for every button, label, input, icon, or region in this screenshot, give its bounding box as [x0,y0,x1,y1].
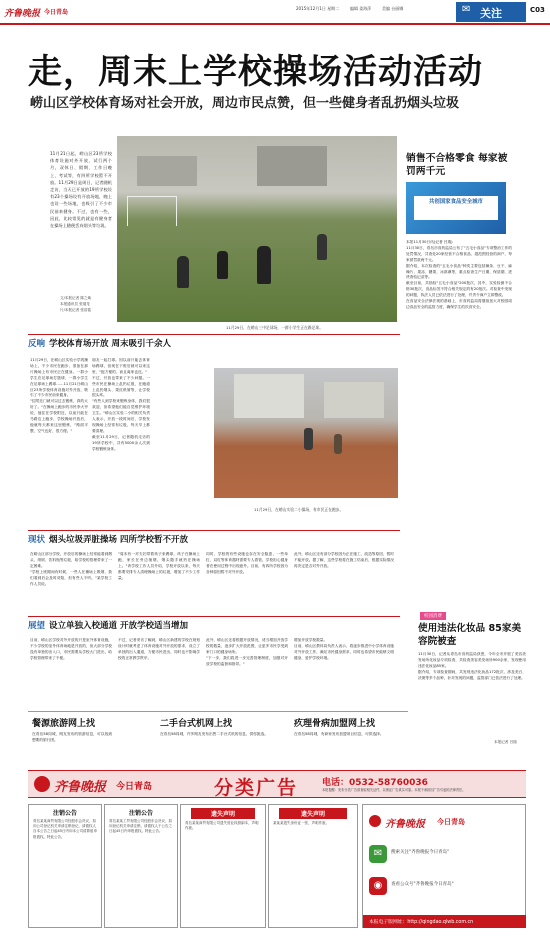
section-label: 关注 [480,7,502,20]
photo-building [324,382,384,418]
section-3-heading [28,619,188,631]
section-1-tag: 反响 [28,339,46,349]
ad-notice-body: 青岛某某商贸有限公司遗失营业执照副本，声明作废。 [185,821,259,831]
photo-running-track [214,368,398,498]
photo-goal [127,196,177,226]
section-2-heading [28,533,188,545]
promo-row [367,873,521,905]
promo-line-1: 搜索关注"齐鲁晚报今日青岛" [391,850,450,855]
ad-row-1-title: 餐源旅游网上找 [32,719,96,729]
section-2-rule [28,530,400,531]
section-2-col-2: "周末有一对夫妇带着孩子来踢球，孩子在操场上跑，家长在旁边抽烟，烟头随手就扔在操场上。"该学校工作人员介绍，学校开放以来，每天都要安排专人清理操场上的垃圾，增加了不少工作量。 [118,552,200,580]
editor-line: 编辑 姜海萍 [350,6,372,11]
wechat-icon: ✉ [369,845,387,863]
section-3-col-2: 不过，记者采访了解到，崂山区新建的学校在规划设计时就考虑了体育设施对外开放的需求，设立了单独的出入通道，方便市民进出，同时也不影响学校的正常教学秩序。 [118,638,200,660]
photo-runner [304,428,313,450]
promo-site-bar [363,915,526,928]
ad-row-1-item [160,716,280,758]
main-headline: 走，周末上学校操场活动活动 [28,52,483,92]
ad-notice [28,804,102,928]
ad-notice-title: 注销公告 [52,810,77,817]
promo-row [367,841,521,873]
sidebar2-credit: 本报记者 吕瑞 [494,740,517,744]
section-2-col-3: 同时，学校的有些设施也存在安全隐患，一些单杠、双杠等体育器材需要专人看管，学校担心健身者在使用过程中出现意外。目前，有四所学校因为各种原因暂不对外开放。 [206,552,288,574]
photo-building [234,374,304,418]
section-2-col-4: 此外，崂山区还有部分学校因为正在施工、改造等原因，暂时不能开放。据了解，这些学校将在施工结束后，根据实际情况再决定是否对外开放。 [294,552,394,568]
designer-line: 美编 台丽娜 [382,6,404,11]
date-line: 2015年12月1日 星期二 [296,6,340,11]
ad-notice-body: 青岛某某商贸有限公司经股东会决议，拟向公司登记机关申请注销登记，请债权人自本公告之日起45日内向本公司清算组申报债权。特此公告。 [33,819,97,839]
banner-phone: 电话：0532-58760036 [322,778,428,788]
sidebar2-body: 11月30日，记者从青岛市食药监局获悉，今年全市开展了美容美发场所化妆品专项检查，共检查美容美发场所900余家，发现使用违法化妆品85家。 据介绍，专项检查期间，共发现违法化妆品172批次，涉及美白、祛斑等多个品种，针对发现的问题，监管部门已依法进行了处理。 [418,652,526,680]
banner-edition: 今日青岛 [116,782,153,792]
ad-row-1-title: 二手台式机网上找 [160,719,233,729]
edition-name: 今日青岛 [44,9,69,16]
section-2-title: 烟头垃圾弄脏操场 四所学校暂不开放 [49,535,188,545]
ad-row-1-item [32,716,152,758]
banner-note: 本报提醒：发布分类广告请查验相关证件，以保证广告真实可靠。本报不承担因广告引起的法律责任。 [322,788,466,792]
section-icon: ✉ [462,4,471,15]
promo-paper-name: 齐鲁晚报 [385,819,425,830]
ad-row-1-body: 在青岛58同城，有商家发布加盟项目信息，可供选择。 [294,732,384,736]
promo-site: 本报电子版网址：http://qingdao.qlwb.com.cn [369,920,474,925]
ad-row-1-item [294,716,414,758]
ad-notice [268,804,358,928]
photo-player [317,234,327,260]
lead-credit-1: 文/本报记者 陈之焕 [60,296,92,300]
section-3-title: 设立单独入校通道 开放学校适当增加 [49,621,188,631]
sidebar2-headline: 使用违法化妆品 85家美容院被查 [418,623,522,647]
section-1-rule [28,334,400,335]
ad-row-1-body: 在青岛58同城，网友发布的旅游信息，可以找到想要的旅行团。 [32,732,112,742]
classified-banner [28,770,526,798]
promo-line-2: 查看公众号"齐鲁晚报今日青岛" [391,882,454,887]
section-1-col-2: 朋友一起打球。因以前只能去体育场踢球，但现在下班后就可以来这里，"挺方便的，而且离家也近。" 不过，开放也带来了不少问题。一些市民在操场上乱扔垃圾，在跑道上乱扔烟头、果皮纸屑等，让学校很头疼。 "有些人到学校来锻炼身体，我们很欢迎，但希望他们能自觉维护环境卫生。"崂山区实验二小的相关负责人表示，开放一段时间后，学校发现操场上经常有垃圾，每天早上都要清理。 截至11月29日，记者随机走访的19所学校中，共有5000余人次到学校锻炼身体。 [92,358,150,451]
page-number: C03 [530,6,545,14]
section-tab [456,2,526,22]
banner-paper-name: 齐鲁晚报 [54,780,107,795]
ad-notice-title: 注销公告 [128,810,153,817]
ad-notice-body: 某某某遗失身份证一张，声明作废。 [273,821,329,825]
ad-row-1-title: 疚理骨病加盟网上找 [294,719,376,729]
paper-logo: 齐鲁晚报 [4,9,41,19]
ad-notice-body: 青岛某某工贸有限公司经股东会决议，拟向登记机关申请注销，请债权人于公告之日起45日内申报债权。特此公告。 [109,819,172,834]
sidebar-image-text: 共创国家食品安全城市 [414,196,498,220]
weibo-icon: ◉ [369,877,387,895]
ad-notice [180,804,266,928]
promo-edition: 今日青岛 [437,818,465,826]
section-3-tag: 展望 [28,621,46,631]
banner-title: 分类广告 [214,777,299,799]
photo-player [257,246,271,284]
ad-notice [104,804,178,928]
ad-notice-title: 遗失声明 [279,808,347,819]
photo-player [177,256,189,288]
section-1-heading [28,337,171,349]
photo-1-caption: 11月29日，在崂山三中足球场，一群小学生正在踢足球。 [226,325,323,330]
sub-headline: 崂山区学校体育场对社会开放，周边市民点赞，但一些健身者乱扔烟头垃圾 [30,96,460,111]
lead-text: 11月21日起，崂山区23所学校体育设施对外开放，试行两个月，双休日、假期、工作日晚上、考试等，有四所学校暂不开放。11月29日是周日，记者随机走访，当天已开放的19所学校设有23个操场设有开放场地，晚上也设一些场地，也吸引了不少市民前来健身。不过，也有一些，因此，比较常见的就是有健身者在操场上随便丢弃烟头等垃圾。 [50,151,112,229]
section-1-title: 学校体育场开放 周末吸引千余人 [49,339,171,349]
photo-player [217,251,228,279]
promo-logo-icon [369,815,381,827]
sidebar2-tag: 校园消费 [420,612,446,620]
ad-notice-title: 遗失声明 [191,808,255,819]
section-3-col-1: 目前，崂山区学校对外开放的只是室外体育设施，不少学校的室外体育场地是开放的，但大部分学校没有单独的出入口，市民需要从学校大门进出，给学校管理带来了不便。 [30,638,112,660]
section-3-col-3: 此外，崂山区还将根据开放情况，适当增加开放学校的数量，逐步扩大开放范围，让更多市民享受到家门口的健身场所。 "下一步，我们将进一步完善管理制度，加强对开放学校的监督和指导。" [206,638,288,666]
masthead [0,0,550,24]
sidebar-image [406,182,506,234]
photo-2-caption: 11月29日，在崂山实验二小操场，有市民正在跑步。 [254,507,344,512]
section-2-tag: 现状 [28,535,46,545]
ad-row-1-body: 在青岛58同城，许多网友发布出售二手台式机的信息，供你挑选。 [160,732,268,736]
photo-building-2 [137,156,197,186]
section-2-col-1: 在崂山区部分学校，开放后的操场上经常能看到烟头、纸屑、饮料瓶等垃圾，给学校的管理带来了一定困难。 "学校上班期间有时候，一些人在操场上吸烟，我们看到后会及时劝阻，但有些人不听。"某学校工作人员说。 [30,552,112,586]
sidebar-body: 本报11月30日讯(记者 吕瑞) 11月30日，青岛市食药监局公布了"五毛小食品"专项整治工作的处罚情况，共查处20家经营不合格食品、超范围经营的商户，每家被罚款两千元。 据介绍，本次检查的"五毛小食品"种类主要包括辣条、豆干、麻辣片、果冻、糖果、冰淇淋等，重点检查生产日期、保质期、进货查验记录等。 截至目前，共抽检"五毛小食品"200批次，其中，实验检测不合格30批次，食品标签不符合相关规定的有20批次。对检查中发现的问题，执法人员已依法进行了处理，并责令商户立即整改。 在食品安全法律法规的基础上，市食药监局将继续加大对校园周边食品安全的监管力度，确保学生的饮食安全。 [406,240,512,309]
section-3-rule [28,616,400,617]
photo-runner [334,434,342,454]
promo-box [362,804,526,928]
photo-building [257,146,327,186]
lead-credit-3: 片/本报记者 张浩铭 [60,308,92,312]
section-3-col-4: 增加开放学校数量。 目前，崂山区教体局负责人表示，将逐步推进中小学体育设施对外开放工作，满足市民健身需求，同时也希望市民能够文明健身，爱护学校环境。 [294,638,394,660]
ad-row-1-rule [28,711,408,712]
banner-logo-icon [34,776,50,792]
lead-credit-2: 本报通讯员 张瑞龙 [60,302,90,306]
section-1-col-1: 11月29日，在崂山区实验小学的操场上，不少市民在跑步，准备在那片操场上有市民正在健身。一群小学生在足球场打篮球，一群小学生在足球场上踢球……11月21日崂山区23所学校体育设施对外开放，吸引了不少市民前来健身。 "住附近门就可以过去锻炼，真的太好了。"在操场上跑步的市民李大爷说，他住在学校附近，以前只能在马路边上跑步，学校操场开放后，他就每天都来这里锻炼，"路面平整，空气也好，很方便。" [30,358,88,433]
sidebar-headline: 销售不合格零食 每家被罚两千元 [406,153,508,177]
photo-football-field [117,136,397,322]
masthead-rule [0,23,550,25]
